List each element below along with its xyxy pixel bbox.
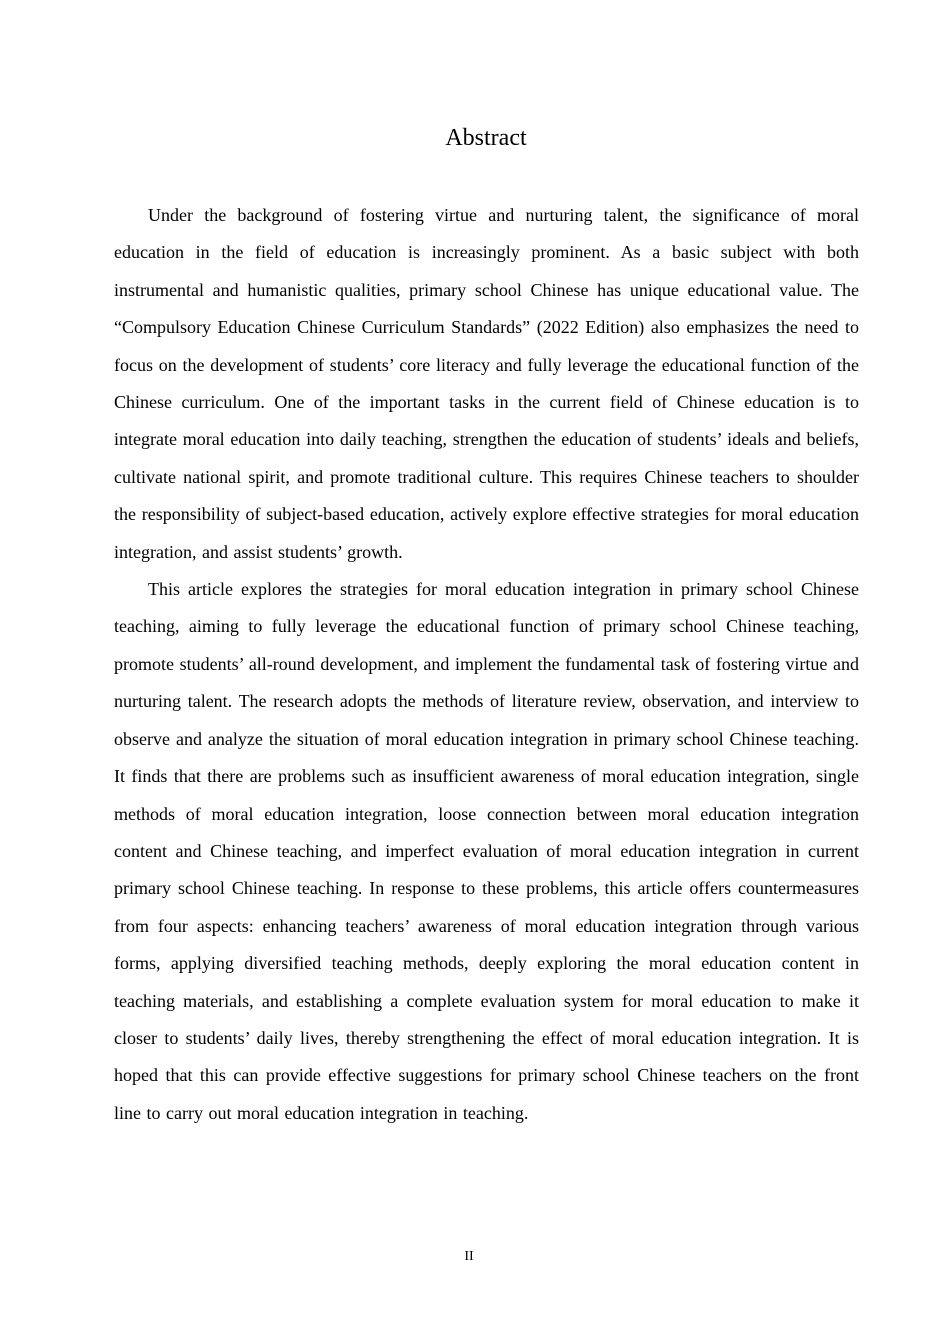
page-number: II — [464, 1249, 474, 1264]
abstract-paragraph-1: Under the background of fostering virtue and nurturing talent, the significance of moral education in the field of education is increasingly prominent. As a basic subject with both instrumental and humanistic qualities, primary school Chinese has unique educational value. The “Compulsory Education Chinese Curriculum Standards” (2022 Edition) also emphasizes the need to focus on the development of students’ core literacy and fully leverage the educational function of the Chinese curriculum. One of the important tasks in the current field of Chinese education is to integrate moral education into daily teaching, strengthen the education of students’ ideals and beliefs, cultivate national spirit, and promote traditional culture. This requires Chinese teachers to shoulder the responsibility of subject-based education, actively explore effective strategies for moral education integration, and assist students’ growth. — [114, 205, 859, 562]
abstract-paragraph-2: This article explores the strategies for moral education integration in primary school Chinese teaching, aiming to fully leverage the educational function of primary school Chinese teaching, promote students’ all-round development, and implement the fundamental task of fostering virtue and nurturing talent. The research adopts the methods of literature review, observation, and interview to observe and analyze the situation of moral education integration in primary school Chinese teaching. It finds that there are problems such as insufficient awareness of moral education integration, single methods of moral education integration, loose connection between moral education integration content and Chinese teaching, and imperfect evaluation of moral education integration in current primary school Chinese teaching. In response to these problems, this article offers countermeasures from four aspects: enhancing teachers’ awareness of moral education integration through various forms, applying diversified teaching methods, deeply exploring the moral education content in teaching materials, and establishing a complete evaluation system for moral education to make it closer to students’ daily lives, thereby strengthening the effect of moral education integration. It is hoped that this can provide effective suggestions for primary school Chinese teachers on the front line to carry out moral education integration in teaching. — [114, 579, 859, 1123]
abstract-body — [114, 197, 859, 1132]
abstract-title: Abstract — [445, 125, 527, 151]
